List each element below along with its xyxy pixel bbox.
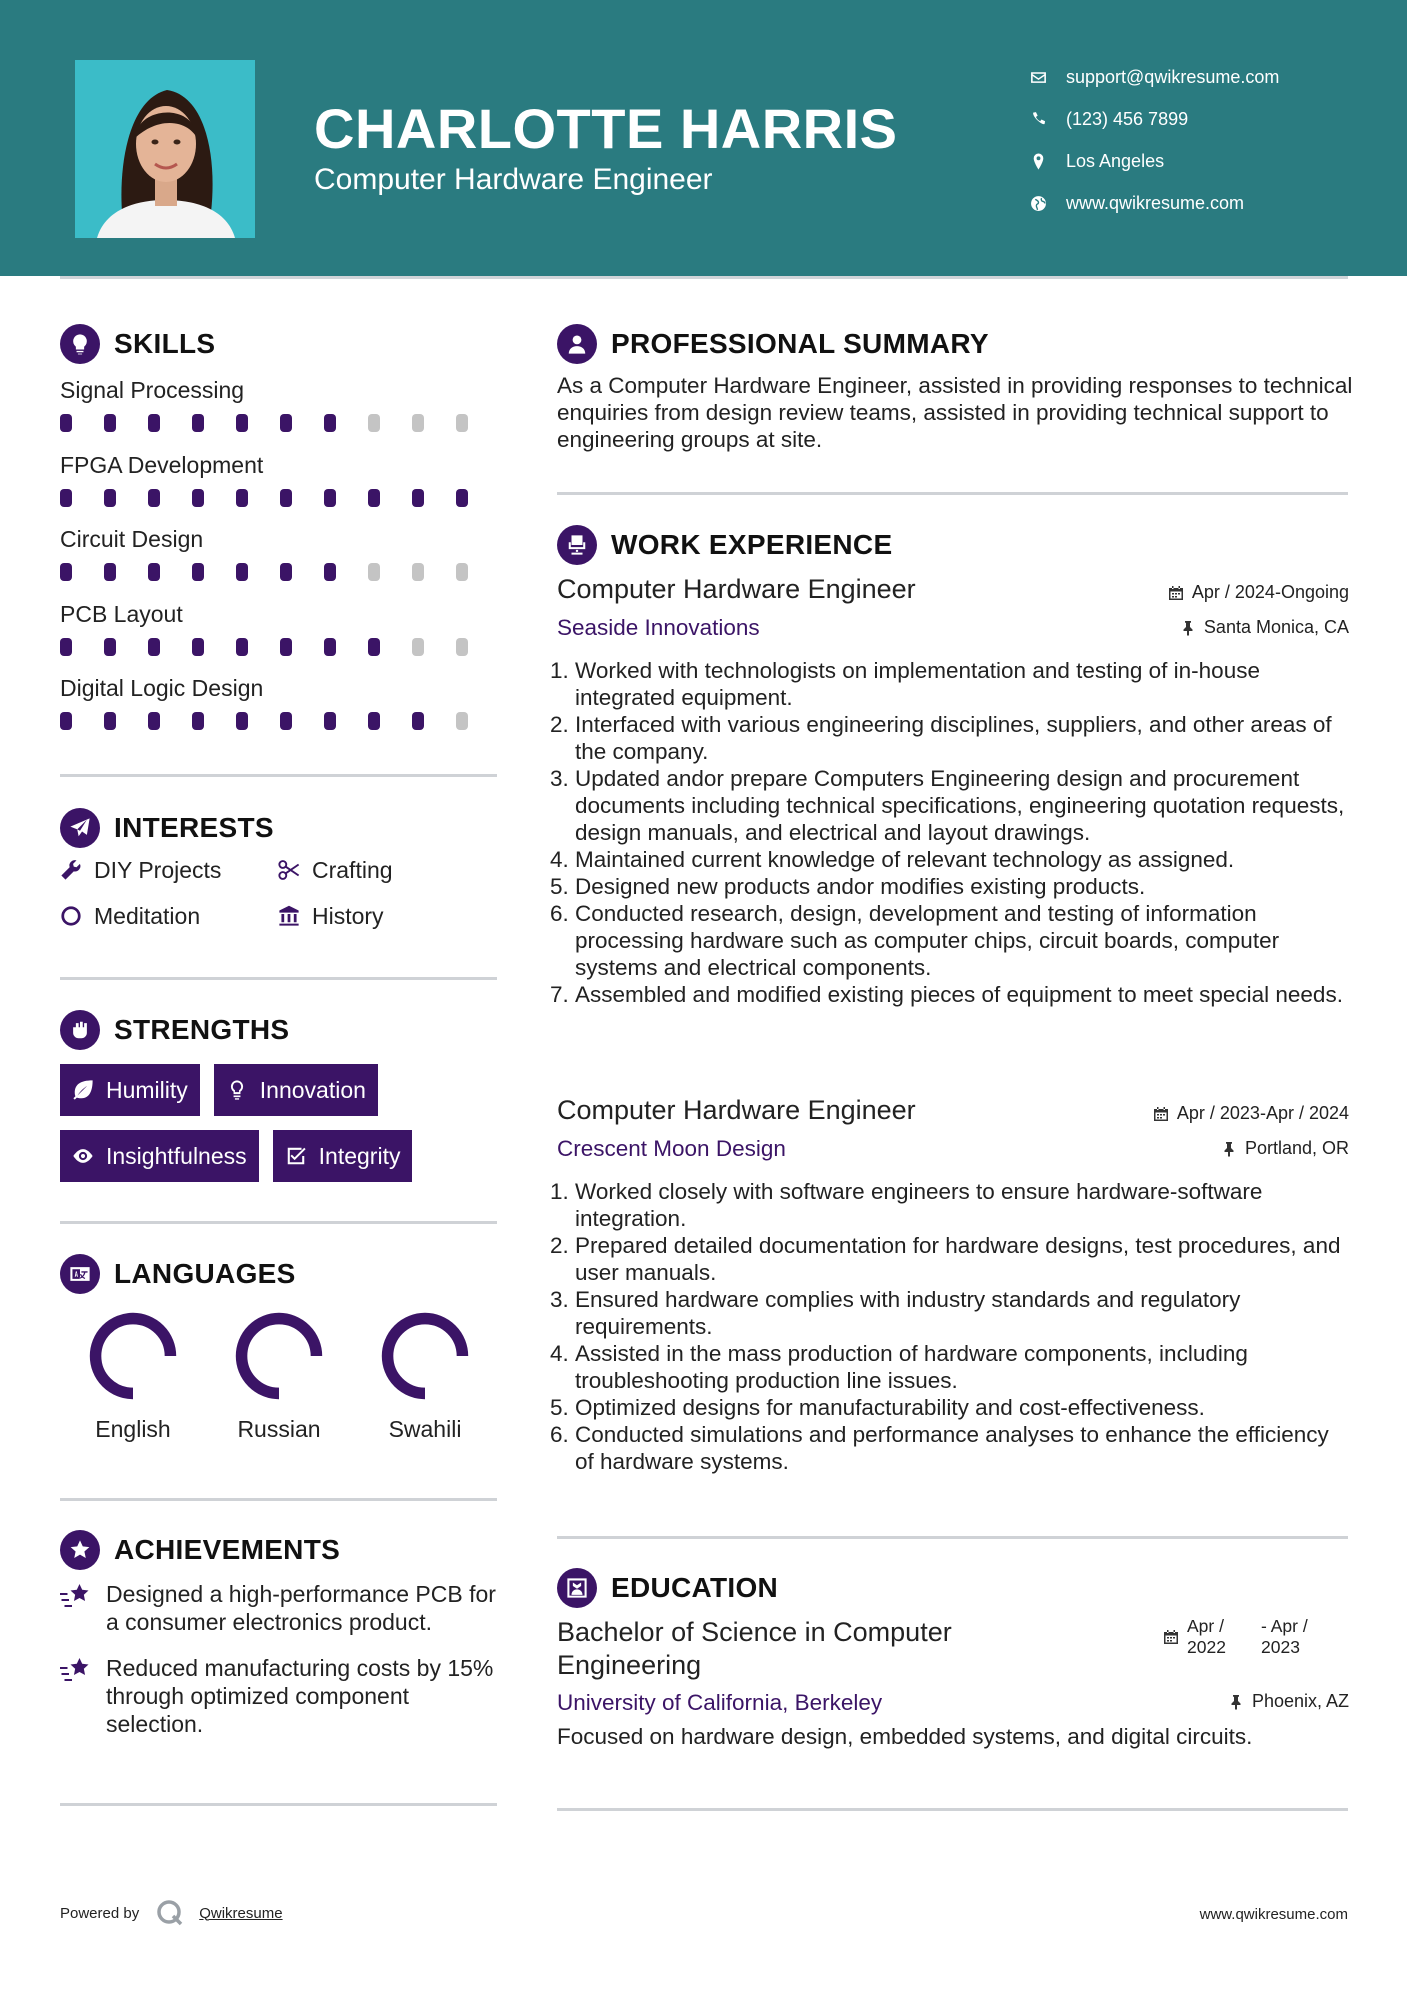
languages-heading-label: LANGUAGES [114, 1258, 296, 1289]
skill-dot-empty [412, 638, 424, 656]
skill-dot-filled [104, 638, 116, 656]
interest-label: Crafting [312, 856, 393, 883]
job-date [1153, 1103, 1349, 1124]
interest-label: Meditation [94, 902, 201, 929]
job-bullet: 1. Worked closely with software engineers to ensure hardware-software integration. [575, 1178, 1349, 1232]
languages-heading [60, 1254, 296, 1294]
achievement-text: Reduced manufacturing costs by 15% through optimized component selection. [106, 1655, 494, 1737]
skill-dot-filled [280, 638, 292, 656]
skill-dot-filled [60, 638, 72, 656]
skills-heading-label: SKILLS [114, 328, 216, 359]
skill-dot-filled [104, 414, 116, 432]
education-entry [557, 1616, 1349, 1750]
skill-rating [60, 638, 500, 656]
calendar-icon [1153, 1106, 1169, 1122]
skill-dot-filled [148, 563, 160, 581]
globe-icon [1030, 195, 1066, 212]
circle-icon [60, 905, 82, 927]
education-degree: Bachelor of Science in Computer Engineering [557, 1617, 952, 1680]
skill-dot-empty [412, 563, 424, 581]
skill-dot-filled [324, 638, 336, 656]
skill-name: FPGA Development [60, 451, 264, 478]
strength-label: Insightfulness [106, 1142, 247, 1169]
skill-name: Circuit Design [60, 526, 204, 552]
skill-dot-empty [456, 563, 468, 581]
achievements-heading-label: ACHIEVEMENTS [114, 1534, 341, 1565]
job-bullet: 4. Maintained current knowledge of relevant technology as assigned. [575, 846, 1349, 873]
wrench-icon [60, 859, 82, 881]
section-divider [60, 1221, 497, 1224]
fist-icon [60, 1010, 100, 1050]
section-divider [60, 1803, 497, 1806]
skills-list [60, 372, 500, 745]
skill-item [60, 447, 500, 522]
check-square-icon [285, 1145, 307, 1167]
section-divider [60, 774, 497, 777]
language-gauge-arc [96, 1319, 171, 1394]
language-gauge [377, 1308, 473, 1404]
language-name: English [95, 1416, 171, 1442]
job-date-text: Apr / 2023-Apr / 2024 [1176, 1103, 1349, 1123]
job-company: Seaside Innovations [557, 615, 760, 640]
job-bullet: 6. Conducted simulations and performance analyses to enhance the efficiency of hardware systems. [575, 1421, 1349, 1475]
language-item [206, 1308, 352, 1443]
skill-dot-filled [368, 489, 380, 507]
profile-photo [75, 60, 255, 238]
job-title: Computer Hardware Engineer [557, 1095, 916, 1125]
user-icon [557, 324, 597, 364]
job-entry [557, 574, 1349, 1008]
contact-list [1030, 56, 1370, 224]
section-divider [60, 977, 497, 980]
qwikresume-logo-icon [155, 1898, 185, 1928]
skill-dot-empty [456, 414, 468, 432]
job-bullet: 2. Interfaced with various engineering disciplines, suppliers, and other areas of the company. [575, 711, 1349, 765]
interests-list [60, 852, 500, 934]
skill-dot-filled [104, 563, 116, 581]
skill-rating [60, 712, 500, 730]
qwikresume-link[interactable]: Qwikresume [199, 1904, 283, 1922]
language-gauge [231, 1308, 327, 1404]
job-date [1168, 582, 1349, 603]
skill-dot-filled [280, 414, 292, 432]
footer-powered-by [60, 1898, 283, 1928]
job-bullet: 1. Worked with technologists on implementation and testing of in-house integrated equipment. [575, 657, 1349, 711]
candidate-title: Computer Hardware Engineer [314, 163, 713, 196]
interests-heading-label: INTERESTS [114, 812, 274, 843]
skill-item [60, 521, 500, 596]
summary-heading-label: PROFESSIONAL SUMMARY [611, 328, 989, 359]
pushpin-icon [1228, 1694, 1244, 1710]
pushpin-icon [1221, 1141, 1237, 1157]
skill-dot-filled [192, 712, 204, 730]
lightbulb-icon [226, 1079, 248, 1101]
skill-dot-filled [324, 414, 336, 432]
job-bullet: 4. Assisted in the mass production of hardware components, including troubleshooting production line issues. [575, 1340, 1349, 1394]
shooting-star-icon [60, 1582, 90, 1610]
language-name: Russian [237, 1416, 321, 1442]
skill-dot-filled [412, 489, 424, 507]
skill-dot-filled [236, 712, 248, 730]
scissors-icon [278, 859, 300, 881]
achievement-text: Designed a high-performance PCB for a consumer electronics product. [106, 1581, 496, 1635]
job-location [1180, 617, 1349, 638]
skill-dot-filled [280, 563, 292, 581]
skill-dot-filled [368, 638, 380, 656]
skill-dot-filled [60, 414, 72, 432]
phone-icon [1030, 111, 1066, 128]
skill-dot-filled [324, 489, 336, 507]
experience-heading-label: WORK EXPERIENCE [611, 529, 893, 560]
envelope-icon [1030, 69, 1066, 86]
skill-dot-filled [192, 638, 204, 656]
language-gauge [85, 1308, 181, 1404]
eye-icon [72, 1145, 94, 1167]
skill-dot-empty [368, 563, 380, 581]
achievements-heading [60, 1530, 340, 1570]
skill-dot-empty [368, 414, 380, 432]
skill-dot-empty [456, 712, 468, 730]
strength-label: Innovation [259, 1076, 366, 1103]
contact-location [1030, 140, 1370, 182]
section-divider [557, 492, 1348, 495]
skill-dot-filled [104, 489, 116, 507]
skill-item [60, 372, 500, 447]
section-divider [557, 1808, 1348, 1811]
job-bullets [557, 657, 1349, 1008]
job-bullet: 6. Conducted research, design, development and testing of information processing hardware such as computer chips, circuit boards, computer systems and electrical components. [575, 900, 1349, 981]
job-location [1221, 1138, 1349, 1159]
achievements-list [60, 1580, 500, 1756]
language-item [60, 1308, 206, 1443]
leaf-icon [72, 1079, 94, 1101]
job-location-text: Portland, OR [1244, 1138, 1349, 1158]
language-name: Swahili [388, 1416, 462, 1442]
powered-by-text: Powered by [60, 1904, 140, 1922]
skill-dot-filled [236, 563, 248, 581]
summary-text: As a Computer Hardware Engineer, assisted in providing responses to technical enquiries from design review teams, assisted in providing technical support to engineering groups at site. [557, 373, 1353, 452]
strength-tag [273, 1130, 413, 1182]
job-bullet: 3. Ensured hardware complies with industry standards and regulatory requirements. [575, 1286, 1349, 1340]
education-end-date: - Apr / 2023 [1261, 1616, 1308, 1657]
education-heading-label: EDUCATION [611, 1572, 779, 1603]
interest-item [278, 898, 498, 934]
interest-item [60, 852, 278, 888]
skill-rating [60, 414, 500, 432]
interest-item [60, 898, 278, 934]
section-divider [60, 1498, 497, 1501]
skill-name: PCB Layout [60, 600, 183, 627]
language-icon [60, 1254, 100, 1294]
job-entry [557, 1095, 1349, 1475]
contact-website-text: www.qwikresume.com [1066, 192, 1245, 213]
contact-email[interactable] [1030, 56, 1370, 98]
job-bullet: 5. Optimized designs for manufacturability and cost-effectiveness. [575, 1394, 1349, 1421]
experience-heading [557, 525, 892, 565]
skill-dot-filled [60, 489, 72, 507]
skill-dot-filled [280, 712, 292, 730]
strength-tag [60, 1130, 259, 1182]
interest-item [278, 852, 498, 888]
skill-dot-filled [192, 414, 204, 432]
museum-icon [278, 905, 300, 927]
strength-label: Integrity [318, 1142, 401, 1169]
skill-dot-empty [412, 414, 424, 432]
skill-name: Signal Processing [60, 377, 245, 403]
star-badge-icon [60, 1530, 100, 1570]
education-dates [1163, 1616, 1313, 1658]
portrait-image [75, 60, 255, 238]
lightbulb-icon [60, 324, 100, 364]
map-pin-icon [1030, 153, 1066, 170]
job-title: Computer Hardware Engineer [557, 574, 916, 604]
skill-dot-filled [280, 489, 292, 507]
calendar-icon [1168, 585, 1184, 601]
skill-dot-filled [324, 563, 336, 581]
shooting-star-icon [60, 1656, 90, 1684]
language-gauge-arc [242, 1319, 317, 1394]
strength-tag [60, 1064, 200, 1116]
language-item [352, 1308, 498, 1443]
candidate-name: CHARLOTTE HARRIS [314, 97, 898, 160]
skill-item [60, 670, 500, 745]
interest-label: History [312, 902, 384, 929]
strengths-heading-label: STRENGTHS [114, 1014, 290, 1045]
skill-dot-filled [148, 489, 160, 507]
education-start-date: Apr / 2022 [1187, 1616, 1226, 1657]
skill-dot-filled [412, 712, 424, 730]
strengths-heading [60, 1010, 289, 1050]
chair-icon [557, 525, 597, 565]
skill-dot-filled [456, 489, 468, 507]
strength-label: Humility [106, 1076, 188, 1103]
skill-rating [60, 563, 500, 581]
job-bullet: 3. Updated andor prepare Computers Engineering design and procurement documents including technical specifications, engineering quotation requests, design manuals, and electrical and layout drawings. [575, 765, 1349, 846]
job-company: Crescent Moon Design [557, 1136, 786, 1161]
education-school: University of California, Berkeley [557, 1690, 883, 1715]
contact-phone-text: (123) 456 7899 [1066, 108, 1189, 129]
footer-website[interactable]: www.qwikresume.com [1199, 1906, 1348, 1923]
education-heading [557, 1568, 778, 1608]
achievement-item [60, 1654, 500, 1738]
skill-dot-filled [148, 712, 160, 730]
skill-dot-filled [324, 712, 336, 730]
education-location [1228, 1691, 1349, 1712]
achievement-item [60, 1580, 500, 1636]
contact-phone[interactable] [1030, 98, 1370, 140]
section-divider [557, 1536, 1348, 1539]
calendar-icon [1163, 1629, 1179, 1645]
contact-location-text: Los Angeles [1066, 150, 1165, 171]
skill-dot-filled [192, 489, 204, 507]
strength-tag [214, 1064, 378, 1116]
interest-label: DIY Projects [94, 856, 222, 883]
education-location-text: Phoenix, AZ [1251, 1691, 1349, 1711]
paper-plane-icon [60, 808, 100, 848]
strengths-list [60, 1064, 520, 1182]
language-gauge-arc [388, 1319, 463, 1394]
skill-dot-filled [104, 712, 116, 730]
summary-heading [557, 324, 989, 364]
header-divider [60, 276, 1348, 279]
interests-heading [60, 808, 274, 848]
skill-dot-filled [60, 712, 72, 730]
graduate-icon [557, 1568, 597, 1608]
contact-email-text: support@qwikresume.com [1066, 66, 1280, 87]
skill-name: Digital Logic Design [60, 675, 264, 701]
skill-dot-filled [148, 638, 160, 656]
job-bullet: 2. Prepared detailed documentation for hardware designs, test procedures, and user manuals. [575, 1232, 1349, 1286]
job-bullet: 7. Assembled and modified existing pieces of equipment to meet special needs. [575, 981, 1349, 1008]
skills-heading [60, 324, 215, 364]
skill-dot-empty [456, 638, 468, 656]
education-description: Focused on hardware design, embedded systems, and digital circuits. [557, 1724, 1253, 1749]
job-bullets [557, 1178, 1349, 1475]
job-bullet: 5. Designed new products andor modifies existing products. [575, 873, 1349, 900]
pushpin-icon [1180, 620, 1196, 636]
skill-dot-filled [236, 638, 248, 656]
job-location-text: Santa Monica, CA [1203, 617, 1349, 637]
skill-dot-filled [236, 489, 248, 507]
skill-dot-filled [60, 563, 72, 581]
skill-dot-filled [148, 414, 160, 432]
skill-dot-filled [192, 563, 204, 581]
skill-item [60, 596, 500, 671]
skill-dot-filled [368, 712, 380, 730]
skill-rating [60, 489, 500, 507]
languages-list [60, 1308, 520, 1443]
skill-dot-filled [236, 414, 248, 432]
resume-header [0, 0, 1407, 276]
contact-website[interactable] [1030, 182, 1370, 224]
job-date-text: Apr / 2024-Ongoing [1191, 582, 1349, 602]
